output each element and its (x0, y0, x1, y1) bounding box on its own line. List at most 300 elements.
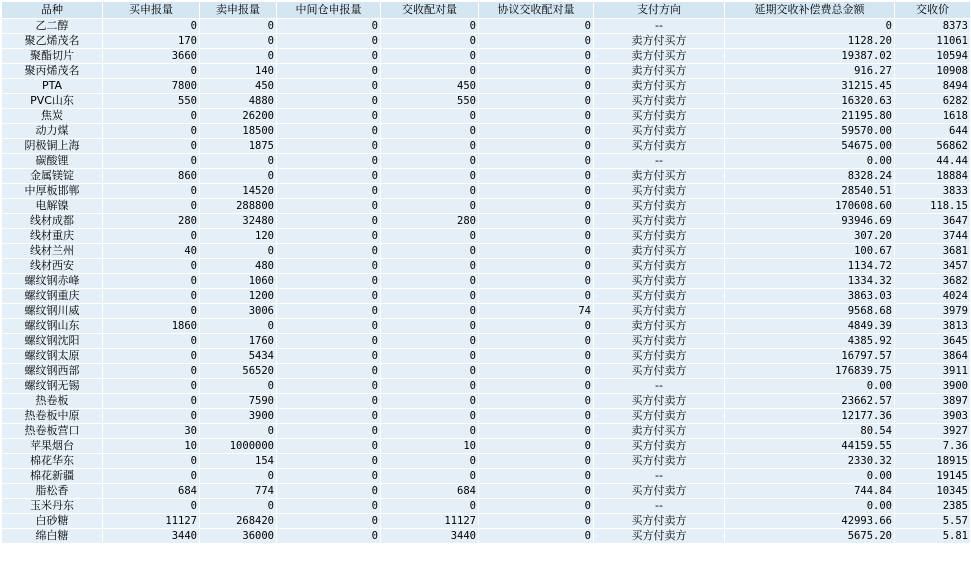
matched-cell: 0 (381, 184, 479, 199)
variety-cell: 螺纹钢西部 (2, 364, 103, 379)
sell-declared-cell: 1875 (200, 139, 277, 154)
variety-cell: 线材成都 (2, 214, 103, 229)
col-header-compensation-total: 延期交收补偿费总金额 (725, 2, 895, 19)
sell-declared-cell: 26200 (200, 109, 277, 124)
variety-cell: 螺纹钢赤峰 (2, 274, 103, 289)
payment-direction-cell: 卖方付买方 (594, 34, 725, 49)
payment-direction-cell: 卖方付买方 (594, 424, 725, 439)
delivery-price-cell: 10908 (895, 64, 971, 79)
delivery-price-cell: 18915 (895, 454, 971, 469)
payment-direction-cell: 买方付卖方 (594, 139, 725, 154)
compensation-total-cell: 59570.00 (725, 124, 895, 139)
sell-declared-cell: 0 (200, 319, 277, 334)
table-row (2, 19, 971, 34)
matched-cell: 0 (381, 454, 479, 469)
sell-declared-cell: 56520 (200, 364, 277, 379)
table-row (2, 349, 971, 364)
payment-direction-cell: 买方付卖方 (594, 409, 725, 424)
matched-cell: 0 (381, 499, 479, 514)
intermediate-declared-cell: 0 (277, 124, 381, 139)
delivery-price-cell: 3645 (895, 334, 971, 349)
payment-direction-cell: 卖方付买方 (594, 319, 725, 334)
compensation-total-cell: 19387.02 (725, 49, 895, 64)
intermediate-declared-cell: 0 (277, 244, 381, 259)
buy-declared-cell: 0 (103, 139, 200, 154)
payment-direction-cell: 卖方付买方 (594, 64, 725, 79)
compensation-total-cell: 16320.63 (725, 94, 895, 109)
intermediate-declared-cell: 0 (277, 319, 381, 334)
buy-declared-cell: 0 (103, 229, 200, 244)
buy-declared-cell: 0 (103, 409, 200, 424)
intermediate-declared-cell: 0 (277, 304, 381, 319)
agreement-matched-cell: 0 (479, 409, 594, 424)
matched-cell: 10 (381, 439, 479, 454)
sell-declared-cell: 480 (200, 259, 277, 274)
buy-declared-cell: 550 (103, 94, 200, 109)
agreement-matched-cell: 0 (479, 334, 594, 349)
compensation-total-cell: 0.00 (725, 154, 895, 169)
matched-cell: 0 (381, 124, 479, 139)
sell-declared-cell: 0 (200, 244, 277, 259)
intermediate-declared-cell: 0 (277, 334, 381, 349)
matched-cell: 3440 (381, 529, 479, 544)
payment-direction-cell: 买方付卖方 (594, 124, 725, 139)
agreement-matched-cell: 0 (479, 64, 594, 79)
buy-declared-cell: 0 (103, 349, 200, 364)
agreement-matched-cell: 0 (479, 289, 594, 304)
payment-direction-cell: 买方付卖方 (594, 229, 725, 244)
buy-declared-cell: 0 (103, 469, 200, 484)
matched-cell: 684 (381, 484, 479, 499)
col-header-intermediate-declared: 中间仓申报量 (277, 2, 381, 19)
compensation-total-cell: 4849.39 (725, 319, 895, 334)
agreement-matched-cell: 0 (479, 214, 594, 229)
sell-declared-cell: 1760 (200, 334, 277, 349)
table-row (2, 319, 971, 334)
delivery-price-cell: 5.81 (895, 529, 971, 544)
header-row (2, 2, 971, 19)
table-row (2, 529, 971, 544)
sell-declared-cell: 120 (200, 229, 277, 244)
delivery-price-cell: 3647 (895, 214, 971, 229)
agreement-matched-cell: 0 (479, 259, 594, 274)
buy-declared-cell: 0 (103, 64, 200, 79)
payment-direction-cell: 买方付卖方 (594, 184, 725, 199)
intermediate-declared-cell: 0 (277, 394, 381, 409)
payment-direction-cell: 买方付卖方 (594, 529, 725, 544)
compensation-total-cell: 28540.51 (725, 184, 895, 199)
delivery-price-cell: 5.57 (895, 514, 971, 529)
sell-declared-cell: 14520 (200, 184, 277, 199)
payment-direction-cell: 卖方付买方 (594, 49, 725, 64)
delivery-price-cell: 3813 (895, 319, 971, 334)
agreement-matched-cell: 74 (479, 304, 594, 319)
buy-declared-cell: 40 (103, 244, 200, 259)
payment-direction-cell: -- (594, 379, 725, 394)
table-row (2, 514, 971, 529)
intermediate-declared-cell: 0 (277, 499, 381, 514)
delivery-price-cell: 2385 (895, 499, 971, 514)
payment-direction-cell: 买方付卖方 (594, 274, 725, 289)
agreement-matched-cell: 0 (479, 514, 594, 529)
buy-declared-cell: 7800 (103, 79, 200, 94)
sell-declared-cell: 154 (200, 454, 277, 469)
variety-cell: 热卷板营口 (2, 424, 103, 439)
variety-cell: 阴极铜上海 (2, 139, 103, 154)
delivery-price-cell: 10345 (895, 484, 971, 499)
variety-cell: 碳酸锂 (2, 154, 103, 169)
intermediate-declared-cell: 0 (277, 154, 381, 169)
delivery-price-cell: 10594 (895, 49, 971, 64)
agreement-matched-cell: 0 (479, 229, 594, 244)
agreement-matched-cell: 0 (479, 139, 594, 154)
buy-declared-cell: 0 (103, 199, 200, 214)
agreement-matched-cell: 0 (479, 124, 594, 139)
agreement-matched-cell: 0 (479, 394, 594, 409)
compensation-total-cell: 0.00 (725, 499, 895, 514)
intermediate-declared-cell: 0 (277, 289, 381, 304)
matched-cell: 0 (381, 169, 479, 184)
delivery-price-cell: 1618 (895, 109, 971, 124)
buy-declared-cell: 30 (103, 424, 200, 439)
payment-direction-cell: -- (594, 469, 725, 484)
delivery-price-cell: 8494 (895, 79, 971, 94)
table-row (2, 259, 971, 274)
agreement-matched-cell: 0 (479, 379, 594, 394)
intermediate-declared-cell: 0 (277, 469, 381, 484)
table-row (2, 499, 971, 514)
sell-declared-cell: 774 (200, 484, 277, 499)
table-row (2, 94, 971, 109)
matched-cell: 0 (381, 229, 479, 244)
table-row (2, 169, 971, 184)
compensation-total-cell: 93946.69 (725, 214, 895, 229)
sell-declared-cell: 4880 (200, 94, 277, 109)
compensation-total-cell: 42993.66 (725, 514, 895, 529)
matched-cell: 0 (381, 364, 479, 379)
sell-declared-cell: 288800 (200, 199, 277, 214)
agreement-matched-cell: 0 (479, 169, 594, 184)
sell-declared-cell: 450 (200, 79, 277, 94)
compensation-total-cell: 4385.92 (725, 334, 895, 349)
delivery-price-cell: 644 (895, 124, 971, 139)
col-header-matched: 交收配对量 (381, 2, 479, 19)
buy-declared-cell: 10 (103, 439, 200, 454)
variety-cell: 螺纹钢川威 (2, 304, 103, 319)
agreement-matched-cell: 0 (479, 349, 594, 364)
compensation-total-cell: 916.27 (725, 64, 895, 79)
payment-direction-cell: 买方付卖方 (594, 394, 725, 409)
col-header-agreement-matched: 协议交收配对量 (479, 2, 594, 19)
buy-declared-cell: 170 (103, 34, 200, 49)
payment-direction-cell: 买方付卖方 (594, 289, 725, 304)
table-row (2, 64, 971, 79)
intermediate-declared-cell: 0 (277, 454, 381, 469)
buy-declared-cell: 280 (103, 214, 200, 229)
matched-cell: 0 (381, 19, 479, 34)
compensation-total-cell: 3863.03 (725, 289, 895, 304)
buy-declared-cell: 0 (103, 304, 200, 319)
buy-declared-cell: 3440 (103, 529, 200, 544)
buy-declared-cell: 0 (103, 454, 200, 469)
variety-cell: 棉花新疆 (2, 469, 103, 484)
delivery-price-cell: 3682 (895, 274, 971, 289)
col-header-buy-declared: 买申报量 (103, 2, 200, 19)
intermediate-declared-cell: 0 (277, 484, 381, 499)
buy-declared-cell: 0 (103, 154, 200, 169)
buy-declared-cell: 0 (103, 19, 200, 34)
agreement-matched-cell: 0 (479, 19, 594, 34)
payment-direction-cell: 买方付卖方 (594, 199, 725, 214)
table-row (2, 199, 971, 214)
matched-cell: 0 (381, 259, 479, 274)
matched-cell: 0 (381, 379, 479, 394)
delivery-price-cell: 7.36 (895, 439, 971, 454)
delivery-table-container (1, 1, 971, 544)
agreement-matched-cell: 0 (479, 154, 594, 169)
table-row (2, 49, 971, 64)
payment-direction-cell: 买方付卖方 (594, 484, 725, 499)
sell-declared-cell: 140 (200, 64, 277, 79)
table-row (2, 379, 971, 394)
delivery-price-cell: 3903 (895, 409, 971, 424)
table-row (2, 454, 971, 469)
agreement-matched-cell: 0 (479, 49, 594, 64)
agreement-matched-cell: 0 (479, 529, 594, 544)
variety-cell: 聚乙烯茂名 (2, 34, 103, 49)
intermediate-declared-cell: 0 (277, 139, 381, 154)
variety-cell: 聚酯切片 (2, 49, 103, 64)
sell-declared-cell: 32480 (200, 214, 277, 229)
compensation-total-cell: 9568.68 (725, 304, 895, 319)
intermediate-declared-cell: 0 (277, 424, 381, 439)
buy-declared-cell: 0 (103, 364, 200, 379)
matched-cell: 0 (381, 244, 479, 259)
delivery-price-cell: 3864 (895, 349, 971, 364)
delivery-price-cell: 19145 (895, 469, 971, 484)
variety-cell: 苹果烟台 (2, 439, 103, 454)
matched-cell: 0 (381, 424, 479, 439)
intermediate-declared-cell: 0 (277, 349, 381, 364)
sell-declared-cell: 0 (200, 499, 277, 514)
buy-declared-cell: 1860 (103, 319, 200, 334)
intermediate-declared-cell: 0 (277, 259, 381, 274)
buy-declared-cell: 0 (103, 379, 200, 394)
compensation-total-cell: 176839.75 (725, 364, 895, 379)
sell-declared-cell: 1200 (200, 289, 277, 304)
matched-cell: 550 (381, 94, 479, 109)
payment-direction-cell: 卖方付买方 (594, 79, 725, 94)
agreement-matched-cell: 0 (479, 184, 594, 199)
intermediate-declared-cell: 0 (277, 409, 381, 424)
sell-declared-cell: 1000000 (200, 439, 277, 454)
delivery-price-cell: 3833 (895, 184, 971, 199)
delivery-price-cell: 3457 (895, 259, 971, 274)
intermediate-declared-cell: 0 (277, 514, 381, 529)
sell-declared-cell: 0 (200, 424, 277, 439)
variety-cell: 金属镁锭 (2, 169, 103, 184)
variety-cell: 乙二醇 (2, 19, 103, 34)
buy-declared-cell: 0 (103, 289, 200, 304)
variety-cell: 动力煤 (2, 124, 103, 139)
buy-declared-cell: 0 (103, 184, 200, 199)
compensation-total-cell: 744.84 (725, 484, 895, 499)
agreement-matched-cell: 0 (479, 319, 594, 334)
delivery-price-cell: 44.44 (895, 154, 971, 169)
matched-cell: 0 (381, 49, 479, 64)
sell-declared-cell: 5434 (200, 349, 277, 364)
payment-direction-cell: 买方付卖方 (594, 94, 725, 109)
table-row (2, 229, 971, 244)
buy-declared-cell: 684 (103, 484, 200, 499)
col-header-sell-declared: 卖申报量 (200, 2, 277, 19)
sell-declared-cell: 3900 (200, 409, 277, 424)
payment-direction-cell: 买方付卖方 (594, 349, 725, 364)
intermediate-declared-cell: 0 (277, 364, 381, 379)
compensation-total-cell: 23662.57 (725, 394, 895, 409)
table-row (2, 424, 971, 439)
intermediate-declared-cell: 0 (277, 79, 381, 94)
variety-cell: 白砂糖 (2, 514, 103, 529)
variety-cell: 棉花华东 (2, 454, 103, 469)
sell-declared-cell: 0 (200, 19, 277, 34)
variety-cell: 热卷板中原 (2, 409, 103, 424)
buy-declared-cell: 0 (103, 274, 200, 289)
intermediate-declared-cell: 0 (277, 214, 381, 229)
table-row (2, 124, 971, 139)
variety-cell: 线材兰州 (2, 244, 103, 259)
delivery-price-cell: 8373 (895, 19, 971, 34)
intermediate-declared-cell: 0 (277, 64, 381, 79)
matched-cell: 0 (381, 139, 479, 154)
sell-declared-cell: 18500 (200, 124, 277, 139)
table-row (2, 289, 971, 304)
intermediate-declared-cell: 0 (277, 529, 381, 544)
matched-cell: 0 (381, 199, 479, 214)
buy-declared-cell: 0 (103, 124, 200, 139)
compensation-total-cell: 80.54 (725, 424, 895, 439)
intermediate-declared-cell: 0 (277, 169, 381, 184)
sell-declared-cell: 0 (200, 169, 277, 184)
payment-direction-cell: 买方付卖方 (594, 259, 725, 274)
matched-cell: 0 (381, 409, 479, 424)
delivery-price-cell: 11061 (895, 34, 971, 49)
matched-cell: 280 (381, 214, 479, 229)
delivery-price-cell: 3927 (895, 424, 971, 439)
compensation-total-cell: 170608.60 (725, 199, 895, 214)
payment-direction-cell: -- (594, 19, 725, 34)
agreement-matched-cell: 0 (479, 79, 594, 94)
compensation-total-cell: 1128.20 (725, 34, 895, 49)
agreement-matched-cell: 0 (479, 424, 594, 439)
payment-direction-cell: 卖方付买方 (594, 169, 725, 184)
table-row (2, 439, 971, 454)
delivery-price-cell: 118.15 (895, 199, 971, 214)
sell-declared-cell: 3006 (200, 304, 277, 319)
compensation-total-cell: 307.20 (725, 229, 895, 244)
table-body (2, 19, 971, 544)
variety-cell: 线材重庆 (2, 229, 103, 244)
matched-cell: 0 (381, 334, 479, 349)
sell-declared-cell: 0 (200, 154, 277, 169)
agreement-matched-cell: 0 (479, 469, 594, 484)
buy-declared-cell: 0 (103, 394, 200, 409)
payment-direction-cell: 买方付卖方 (594, 334, 725, 349)
matched-cell: 0 (381, 289, 479, 304)
delivery-price-cell: 4024 (895, 289, 971, 304)
compensation-total-cell: 54675.00 (725, 139, 895, 154)
delivery-table (1, 1, 971, 544)
compensation-total-cell: 31215.45 (725, 79, 895, 94)
compensation-total-cell: 0.00 (725, 469, 895, 484)
matched-cell: 0 (381, 64, 479, 79)
table-row (2, 139, 971, 154)
sell-declared-cell: 0 (200, 469, 277, 484)
agreement-matched-cell: 0 (479, 34, 594, 49)
compensation-total-cell: 100.67 (725, 244, 895, 259)
table-row (2, 274, 971, 289)
intermediate-declared-cell: 0 (277, 439, 381, 454)
matched-cell: 0 (381, 154, 479, 169)
agreement-matched-cell: 0 (479, 484, 594, 499)
variety-cell: 焦炭 (2, 109, 103, 124)
intermediate-declared-cell: 0 (277, 94, 381, 109)
delivery-price-cell: 3911 (895, 364, 971, 379)
payment-direction-cell: 买方付卖方 (594, 214, 725, 229)
matched-cell: 0 (381, 349, 479, 364)
matched-cell: 0 (381, 469, 479, 484)
table-row (2, 109, 971, 124)
compensation-total-cell: 5675.20 (725, 529, 895, 544)
payment-direction-cell: 买方付卖方 (594, 304, 725, 319)
buy-declared-cell: 0 (103, 499, 200, 514)
buy-declared-cell: 0 (103, 109, 200, 124)
variety-cell: 绵白糖 (2, 529, 103, 544)
table-row (2, 214, 971, 229)
sell-declared-cell: 7590 (200, 394, 277, 409)
sell-declared-cell: 0 (200, 49, 277, 64)
variety-cell: 线材西安 (2, 259, 103, 274)
intermediate-declared-cell: 0 (277, 184, 381, 199)
variety-cell: 螺纹钢重庆 (2, 289, 103, 304)
delivery-price-cell: 18884 (895, 169, 971, 184)
variety-cell: PVC山东 (2, 94, 103, 109)
col-header-variety: 品种 (2, 2, 103, 19)
payment-direction-cell: 买方付卖方 (594, 364, 725, 379)
variety-cell: 玉米丹东 (2, 499, 103, 514)
table-row (2, 334, 971, 349)
compensation-total-cell: 16797.57 (725, 349, 895, 364)
delivery-price-cell: 3681 (895, 244, 971, 259)
intermediate-declared-cell: 0 (277, 274, 381, 289)
intermediate-declared-cell: 0 (277, 34, 381, 49)
buy-declared-cell: 11127 (103, 514, 200, 529)
table-row (2, 469, 971, 484)
sell-declared-cell: 0 (200, 34, 277, 49)
variety-cell: 电解镍 (2, 199, 103, 214)
table-row (2, 184, 971, 199)
matched-cell: 11127 (381, 514, 479, 529)
buy-declared-cell: 3660 (103, 49, 200, 64)
buy-declared-cell: 0 (103, 334, 200, 349)
variety-cell: PTA (2, 79, 103, 94)
matched-cell: 0 (381, 394, 479, 409)
table-row (2, 394, 971, 409)
compensation-total-cell: 44159.55 (725, 439, 895, 454)
delivery-price-cell: 3900 (895, 379, 971, 394)
payment-direction-cell: -- (594, 154, 725, 169)
compensation-total-cell: 12177.36 (725, 409, 895, 424)
